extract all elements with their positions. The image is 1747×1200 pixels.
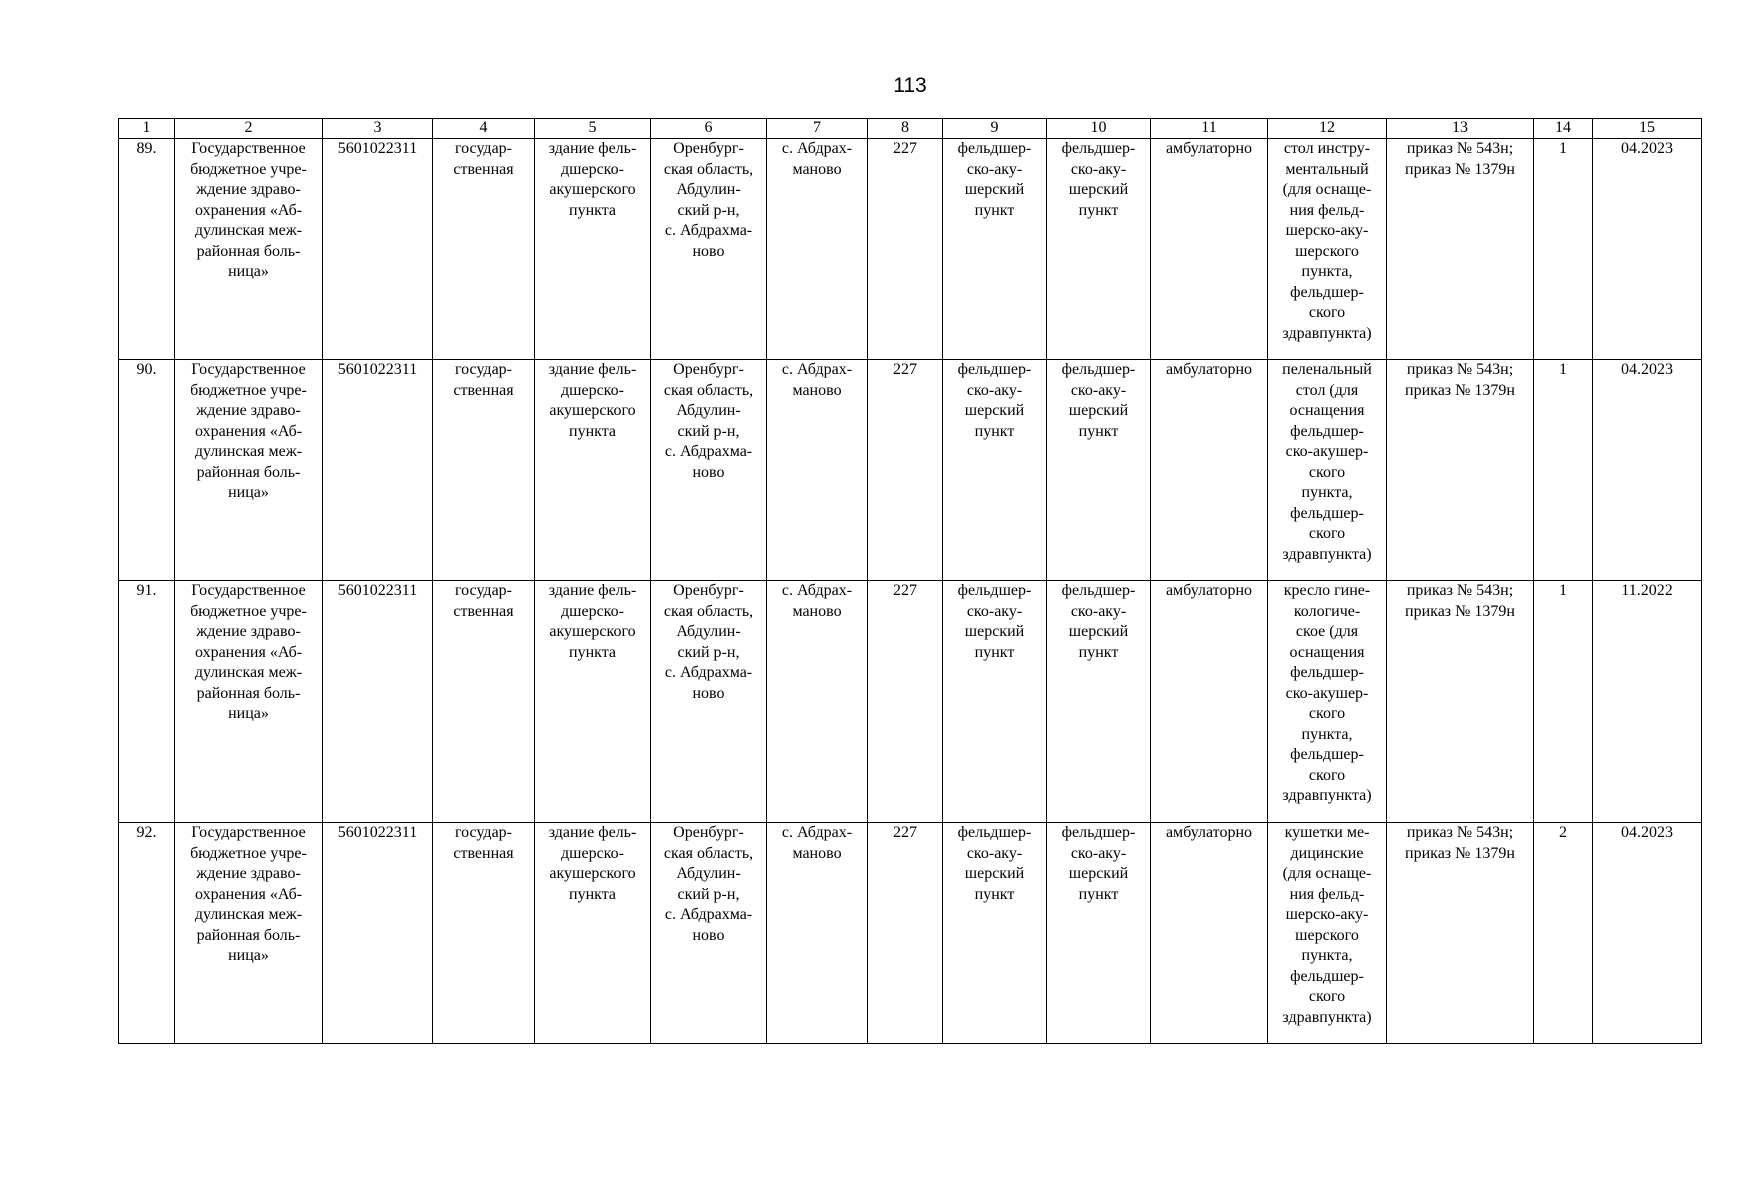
building-type: здание фель- дшерско- акушерского пункта — [535, 581, 651, 823]
col-header-8: 8 — [868, 119, 943, 139]
col-header-15: 15 — [1593, 119, 1702, 139]
population: 227 — [868, 360, 943, 581]
population: 227 — [868, 823, 943, 1044]
equipment-register-table — [118, 118, 1702, 1044]
basis-orders: приказ № 543н; приказ № 1379н — [1387, 139, 1534, 360]
col-header-9: 9 — [943, 119, 1047, 139]
row-number: 90. — [119, 360, 175, 581]
inn: 5601022311 — [323, 823, 433, 1044]
population: 227 — [868, 139, 943, 360]
organization-name: Государственное бюджетное учре- ждение здраво- охранения «Аб- дулинская меж- районная боль- ница» — [175, 823, 323, 1044]
col-header-6: 6 — [651, 119, 767, 139]
basis-orders: приказ № 543н; приказ № 1379н — [1387, 823, 1534, 1044]
locality: с. Абдрах- маново — [767, 823, 868, 1044]
unit-name: фельдшер- ско-аку- шерский пункт — [1047, 823, 1151, 1044]
locality: с. Абдрах- маново — [767, 581, 868, 823]
inn: 5601022311 — [323, 139, 433, 360]
locality: с. Абдрах- маново — [767, 360, 868, 581]
row-number: 92. — [119, 823, 175, 1044]
quantity: 1 — [1534, 139, 1593, 360]
page-number: 113 — [893, 74, 927, 97]
date: 04.2023 — [1593, 360, 1702, 581]
quantity: 1 — [1534, 581, 1593, 823]
inn: 5601022311 — [323, 360, 433, 581]
row-number: 89. — [119, 139, 175, 360]
col-header-2: 2 — [175, 119, 323, 139]
ownership-form: государ- ственная — [433, 139, 535, 360]
date: 04.2023 — [1593, 823, 1702, 1044]
organization-name: Государственное бюджетное учре- ждение здраво- охранения «Аб- дулинская меж- районная боль- ница» — [175, 139, 323, 360]
address: Оренбург- ская область, Абдулин- ский р-н, с. Абдрахма- ново — [651, 360, 767, 581]
date: 11.2022 — [1593, 581, 1702, 823]
care-form: амбулаторно — [1151, 360, 1268, 581]
unit-type: фельдшер- ско-аку- шерский пункт — [943, 360, 1047, 581]
equipment: кресло гине- кологиче- ское (для оснащения фельдшер- ско-акушер- ского пункта, фельдшер- ского здравпункта) — [1268, 581, 1387, 823]
quantity: 1 — [1534, 360, 1593, 581]
col-header-10: 10 — [1047, 119, 1151, 139]
equipment: стол инстру- ментальный (для оснаще- ния фельд- шерско-аку- шерского пункта, фельдшер- ского здравпункта) — [1268, 139, 1387, 360]
table-row — [119, 360, 1702, 581]
col-header-5: 5 — [535, 119, 651, 139]
care-form: амбулаторно — [1151, 139, 1268, 360]
col-header-14: 14 — [1534, 119, 1593, 139]
col-header-7: 7 — [767, 119, 868, 139]
unit-type: фельдшер- ско-аку- шерский пункт — [943, 581, 1047, 823]
col-header-11: 11 — [1151, 119, 1268, 139]
care-form: амбулаторно — [1151, 823, 1268, 1044]
inn: 5601022311 — [323, 581, 433, 823]
unit-name: фельдшер- ско-аку- шерский пункт — [1047, 360, 1151, 581]
unit-name: фельдшер- ско-аку- шерский пункт — [1047, 581, 1151, 823]
locality: с. Абдрах- маново — [767, 139, 868, 360]
table-row — [119, 139, 1702, 360]
organization-name: Государственное бюджетное учре- ждение здраво- охранения «Аб- дулинская меж- районная боль- ница» — [175, 360, 323, 581]
col-header-12: 12 — [1268, 119, 1387, 139]
col-header-1: 1 — [119, 119, 175, 139]
building-type: здание фель- дшерско- акушерского пункта — [535, 823, 651, 1044]
basis-orders: приказ № 543н; приказ № 1379н — [1387, 581, 1534, 823]
row-number: 91. — [119, 581, 175, 823]
col-header-4: 4 — [433, 119, 535, 139]
unit-name: фельдшер- ско-аку- шерский пункт — [1047, 139, 1151, 360]
unit-type: фельдшер- ско-аку- шерский пункт — [943, 139, 1047, 360]
building-type: здание фель- дшерско- акушерского пункта — [535, 139, 651, 360]
equipment: пеленальный стол (для оснащения фельдшер- ско-акушер- ского пункта, фельдшер- ского здравпункта) — [1268, 360, 1387, 581]
address: Оренбург- ская область, Абдулин- ский р-н, с. Абдрахма- ново — [651, 139, 767, 360]
organization-name: Государственное бюджетное учре- ждение здраво- охранения «Аб- дулинская меж- районная боль- ница» — [175, 581, 323, 823]
address: Оренбург- ская область, Абдулин- ский р-н, с. Абдрахма- ново — [651, 581, 767, 823]
date: 04.2023 — [1593, 139, 1702, 360]
basis-orders: приказ № 543н; приказ № 1379н — [1387, 360, 1534, 581]
ownership-form: государ- ственная — [433, 823, 535, 1044]
col-header-3: 3 — [323, 119, 433, 139]
building-type: здание фель- дшерско- акушерского пункта — [535, 360, 651, 581]
table-row — [119, 823, 1702, 1044]
unit-type: фельдшер- ско-аку- шерский пункт — [943, 823, 1047, 1044]
header-row — [119, 119, 1702, 139]
ownership-form: государ- ственная — [433, 360, 535, 581]
col-header-13: 13 — [1387, 119, 1534, 139]
care-form: амбулаторно — [1151, 581, 1268, 823]
address: Оренбург- ская область, Абдулин- ский р-н, с. Абдрахма- ново — [651, 823, 767, 1044]
population: 227 — [868, 581, 943, 823]
ownership-form: государ- ственная — [433, 581, 535, 823]
equipment: кушетки ме- дицинские (для оснаще- ния фельд- шерско-аку- шерского пункта, фельдшер- ского здравпункта) — [1268, 823, 1387, 1044]
table-row — [119, 581, 1702, 823]
quantity: 2 — [1534, 823, 1593, 1044]
